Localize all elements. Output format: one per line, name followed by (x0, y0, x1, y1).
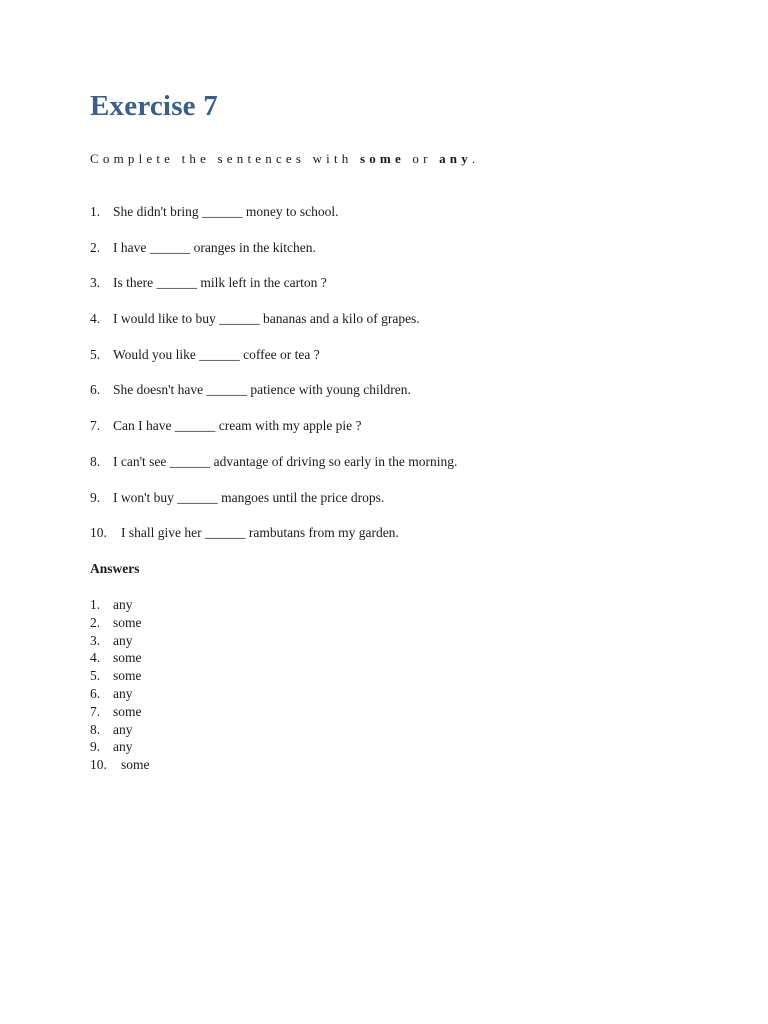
question-number: 5. (90, 346, 101, 362)
answer-number: 2. (90, 614, 101, 630)
question-item (90, 311, 457, 347)
answer-number: 9. (90, 739, 101, 755)
answer-text: some (113, 614, 142, 630)
question-text: Can I have ______ cream with my apple pie ? (113, 418, 362, 434)
answer-text: any (113, 721, 133, 737)
answer-item (90, 686, 150, 704)
question-number: 10. (90, 525, 107, 541)
answer-text: any (113, 597, 133, 612)
question-text: I can't see ______ advantage of driving so early in the morning. (113, 453, 458, 469)
question-item (90, 418, 457, 454)
answer-number: 8. (90, 721, 101, 737)
question-item (90, 454, 457, 490)
answer-list (90, 597, 150, 775)
instructions-prefix: Complete the sentences with (90, 151, 360, 166)
question-item (90, 525, 457, 561)
question-item (90, 347, 457, 383)
instructions-suffix: . (471, 151, 480, 166)
question-text: I would like to buy ______ bananas and a kilo of grapes. (113, 311, 420, 327)
answer-number: 7. (90, 703, 101, 719)
question-number: 7. (90, 418, 101, 434)
answer-number: 1. (90, 597, 101, 612)
question-item (90, 490, 457, 526)
answer-number: 4. (90, 650, 101, 666)
answer-item (90, 668, 150, 686)
answer-number: 10. (90, 757, 107, 773)
answer-text: some (113, 650, 142, 666)
question-number: 4. (90, 311, 101, 327)
question-number: 2. (90, 239, 101, 255)
answer-number: 6. (90, 685, 101, 701)
question-number: 3. (90, 275, 101, 291)
question-list (90, 204, 457, 561)
instructions-word-any: any (439, 151, 472, 166)
answer-item (90, 704, 150, 722)
question-text: I shall give her ______ rambutans from my garden. (121, 525, 399, 541)
answer-text: any (113, 685, 133, 701)
instructions-middle: or (404, 151, 440, 166)
question-item (90, 204, 457, 240)
question-number: 8. (90, 453, 101, 469)
answer-text: any (113, 739, 133, 755)
question-text: Would you like ______ coffee or tea ? (113, 346, 320, 362)
page-title: Exercise 7 (90, 90, 218, 122)
answer-item (90, 615, 150, 633)
answer-number: 3. (90, 632, 101, 648)
answer-number: 5. (90, 668, 101, 684)
question-item (90, 382, 457, 418)
question-text: Is there ______ milk left in the carton ? (113, 275, 327, 291)
question-text: She doesn't have ______ patience with young children. (113, 382, 411, 398)
instructions-word-some: some (359, 151, 405, 166)
question-number: 9. (90, 489, 101, 505)
answer-text: some (121, 757, 150, 773)
answer-item (90, 739, 150, 757)
question-item (90, 240, 457, 276)
answer-text: any (113, 632, 133, 648)
answer-item (90, 722, 150, 740)
answers-heading: Answers (90, 561, 140, 576)
question-number: 1. (90, 204, 101, 219)
question-number: 6. (90, 382, 101, 398)
question-item (90, 275, 457, 311)
answer-item (90, 650, 150, 668)
answer-item (90, 633, 150, 651)
question-text: I have ______ oranges in the kitchen. (113, 239, 316, 255)
answer-item (90, 597, 150, 615)
question-text: I won't buy ______ mangoes until the price drops. (113, 489, 385, 505)
answer-text: some (113, 703, 142, 719)
question-text: She didn't bring ______ money to school. (113, 204, 339, 219)
instructions (90, 151, 479, 167)
answer-item (90, 757, 150, 775)
answer-text: some (113, 668, 142, 684)
